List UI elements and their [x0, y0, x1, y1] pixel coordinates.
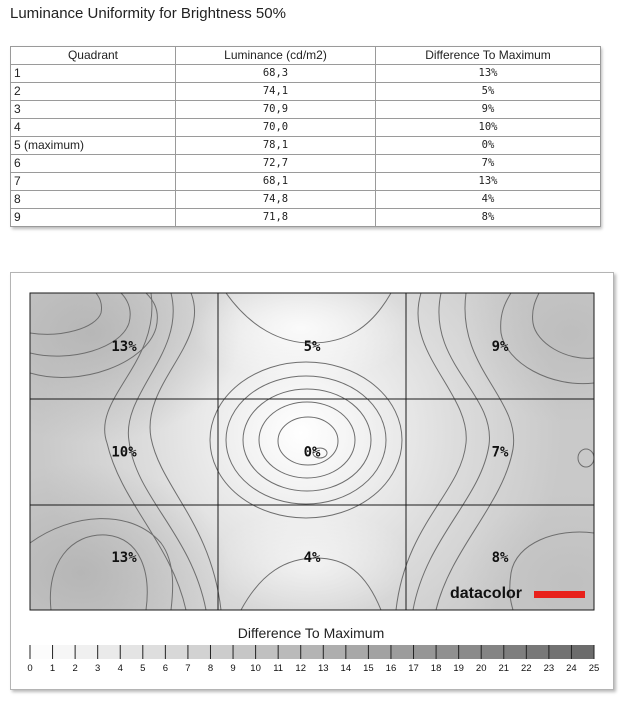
scale-swatch: [53, 645, 76, 659]
quadrant-cell: 8: [11, 191, 176, 209]
table-row: [11, 119, 601, 137]
luminance-cell: 78,1: [176, 137, 376, 155]
scale-swatch: [346, 645, 369, 659]
difference-cell: 10%: [376, 119, 601, 137]
scale-swatch: [98, 645, 121, 659]
quadrant-cell: 9: [11, 209, 176, 227]
scale-swatch: [301, 645, 324, 659]
scale-tick-label: 3: [95, 663, 101, 674]
header-difference: Difference To Maximum: [376, 47, 601, 65]
scale-tick-label: 25: [588, 663, 600, 674]
scale-swatch: [436, 645, 459, 659]
scale-tick-label: 15: [363, 663, 374, 674]
uniformity-heatmap: [11, 273, 613, 689]
quadrant-cell: 4: [11, 119, 176, 137]
scale-swatch: [278, 645, 301, 659]
scale-swatch: [504, 645, 527, 659]
quadrant-cell: 5 (maximum): [11, 137, 176, 155]
scale-tick-label: 8: [207, 663, 214, 674]
table-header-row: [11, 47, 601, 65]
scale-tick-label: 11: [273, 663, 284, 674]
scale-title: Difference To Maximum: [237, 625, 385, 641]
scale-swatch: [210, 645, 233, 659]
scale-tick-label: 4: [117, 663, 123, 674]
scale-swatch: [120, 645, 143, 659]
quadrant-cell: 1: [11, 65, 176, 83]
luminance-table: [10, 46, 601, 227]
page-title: Luminance Uniformity for Brightness 50%: [10, 5, 286, 22]
cell-label: 7%: [491, 444, 509, 461]
difference-cell: 9%: [376, 101, 601, 119]
scale-swatch: [368, 645, 391, 659]
luminance-cell: 71,8: [176, 209, 376, 227]
logo-bar: [534, 591, 585, 598]
luminance-cell: 74,1: [176, 83, 376, 101]
uniformity-heatmap-panel: [10, 272, 614, 690]
scale-swatch: [165, 645, 188, 659]
table-row: [11, 173, 601, 191]
scale-tick-label: 17: [408, 663, 419, 674]
luminance-cell: 72,7: [176, 155, 376, 173]
scale-tick-label: 16: [385, 663, 397, 674]
luminance-cell: 68,3: [176, 65, 376, 83]
difference-cell: 13%: [376, 65, 601, 83]
table-row: [11, 191, 601, 209]
logo-text: datacolor: [450, 585, 523, 602]
scale-swatch: [233, 645, 256, 659]
scale-tick-label: 1: [49, 663, 56, 674]
scale-tick-label: 21: [498, 663, 510, 674]
table-row: [11, 155, 601, 173]
scale-tick-label: 22: [521, 663, 532, 674]
scale-tick-label: 6: [162, 663, 169, 674]
scale-tick-label: 7: [185, 663, 191, 674]
scale-swatch: [414, 645, 437, 659]
scale-swatch: [143, 645, 166, 659]
quadrant-cell: 7: [11, 173, 176, 191]
header-quadrant: Quadrant: [11, 47, 176, 65]
header-luminance: Luminance (cd/m2): [176, 47, 376, 65]
scale-tick-label: 9: [230, 663, 236, 674]
quadrant-cell: 3: [11, 101, 176, 119]
luminance-cell: 68,1: [176, 173, 376, 191]
cell-label: 13%: [111, 550, 137, 567]
scale-swatch: [571, 645, 594, 659]
cell-label: 13%: [111, 338, 137, 355]
scale-tick-label: 20: [475, 663, 487, 674]
difference-cell: 0%: [376, 137, 601, 155]
table-row: [11, 101, 601, 119]
luminance-table-container: [10, 46, 600, 227]
scale-swatch: [30, 645, 53, 659]
scale-tick-label: 2: [72, 663, 78, 674]
scale-tick-label: 18: [430, 663, 442, 674]
scale-tick-label: 23: [543, 663, 555, 674]
table-row: [11, 209, 601, 227]
difference-cell: 5%: [376, 83, 601, 101]
cell-label: 5%: [303, 338, 321, 355]
scale-tick-label: 10: [250, 663, 261, 674]
scale-swatch: [323, 645, 346, 659]
scale-swatch: [459, 645, 482, 659]
cell-label: 0%: [303, 444, 321, 461]
scale-swatch: [256, 645, 279, 659]
scale-tick-label: 12: [295, 663, 307, 674]
cell-label: 9%: [491, 338, 509, 355]
scale-tick-label: 5: [140, 663, 146, 674]
scale-tick-label: 24: [566, 663, 577, 674]
difference-cell: 7%: [376, 155, 601, 173]
table-row: [11, 83, 601, 101]
scale-tick-label: 14: [340, 663, 352, 674]
color-scale: [27, 645, 599, 674]
luminance-cell: 74,8: [176, 191, 376, 209]
cell-label: 4%: [303, 550, 321, 567]
scale-tick-label: 13: [317, 663, 329, 674]
scale-tick-label: 19: [453, 663, 464, 674]
cell-label: 8%: [491, 550, 509, 567]
quadrant-cell: 2: [11, 83, 176, 101]
scale-swatch: [391, 645, 414, 659]
scale-swatch: [75, 645, 98, 659]
table-row: [11, 137, 601, 155]
quadrant-cell: 6: [11, 155, 176, 173]
difference-cell: 4%: [376, 191, 601, 209]
luminance-cell: 70,9: [176, 101, 376, 119]
scale-tick-label: 0: [27, 663, 33, 674]
cell-label: 10%: [111, 444, 137, 461]
scale-swatch: [481, 645, 504, 659]
difference-cell: 13%: [376, 173, 601, 191]
difference-cell: 8%: [376, 209, 601, 227]
scale-swatch: [188, 645, 211, 659]
scale-swatch: [526, 645, 549, 659]
table-row: [11, 65, 601, 83]
scale-swatch: [549, 645, 572, 659]
luminance-cell: 70,0: [176, 119, 376, 137]
